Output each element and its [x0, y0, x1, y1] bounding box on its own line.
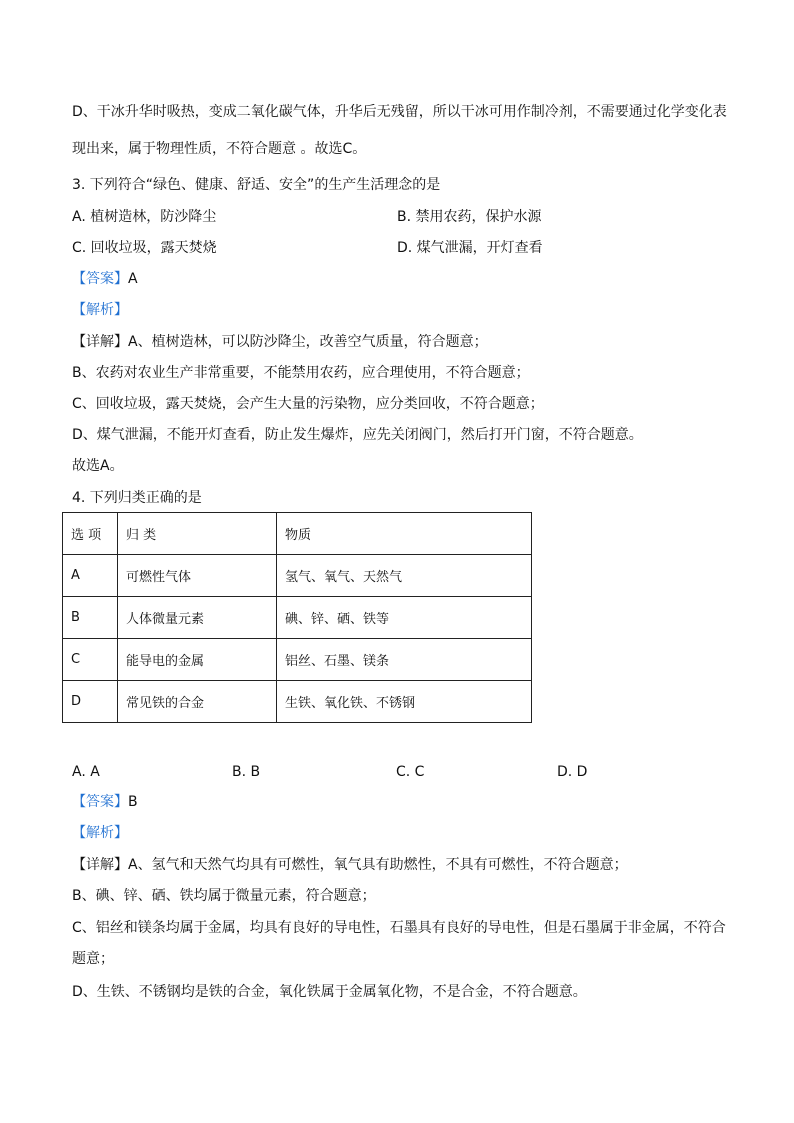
q4-answer-label: 【答案】 — [72, 794, 128, 810]
table-row — [63, 681, 532, 723]
q3-detail-a — [72, 333, 488, 351]
q3-option-d: D. 煤气泄漏，开灯查看 — [397, 240, 543, 256]
q4-option-d: D. D — [557, 764, 588, 780]
q4-analysis-label — [72, 824, 128, 842]
table-cell: 氢气、氧气、天然气 — [277, 555, 532, 597]
q3-answer-label: 【答案】 — [72, 271, 128, 287]
q4-detail-a — [72, 856, 628, 874]
table-cell: 铝丝、石墨、镁条 — [277, 639, 532, 681]
table-header-cell: 选 项 — [63, 513, 118, 555]
table-row — [63, 639, 532, 681]
q4-detail-c-line-1: C、铝丝和镁条均属于金属，均具有良好的导电性，石墨具有良好的导电性，但是石墨属于非金属，不符合 — [72, 920, 726, 936]
table-row — [63, 555, 532, 597]
q4-detail-c-line-2: 题意； — [72, 951, 114, 967]
q3-answer — [72, 270, 138, 288]
table-row — [63, 597, 532, 639]
q3-detail-label: 【详解】 — [72, 334, 128, 350]
q4-detail-a-text: A、氢气和天然气均具有可燃性，氧气具有助燃性，不具有可燃性，不符合题意； — [128, 857, 628, 873]
table-header-cell: 归 类 — [118, 513, 277, 555]
table-cell: 碘、锌、硒、铁等 — [277, 597, 532, 639]
q3-answer-value: A — [128, 271, 138, 287]
table-cell: 生铁、氧化铁、不锈钢 — [277, 681, 532, 723]
q3-option-c: C. 回收垃圾，露天焚烧 — [72, 240, 217, 256]
q4-answer-value: B — [128, 794, 138, 810]
table-cell: 常见铁的合金 — [118, 681, 277, 723]
q3-detail-b: B、农药对农业生产非常重要，不能禁用农药，应合理使用，不符合题意； — [72, 365, 530, 381]
table-cell: 人体微量元素 — [118, 597, 277, 639]
table-cell: C — [63, 639, 118, 681]
question-4-stem: 4. 下列归类正确的是 — [72, 490, 202, 506]
table-cell: 能导电的金属 — [118, 639, 277, 681]
table-cell: 可燃性气体 — [118, 555, 277, 597]
q3-detail-c: C、回收垃圾，露天焚烧，会产生大量的污染物，应分类回收，不符合题意； — [72, 396, 544, 412]
prev-answer-line-2: 现出来，属于物理性质，不符合题意 。故选C。 — [72, 141, 367, 157]
table-cell: A — [63, 555, 118, 597]
table-cell: B — [63, 597, 118, 639]
q3-option-a: A. 植树造林，防沙降尘 — [72, 209, 217, 225]
q4-analysis-text: 【解析】 — [72, 825, 128, 841]
table-header-row — [63, 513, 532, 555]
q4-detail-d: D、生铁、不锈钢均是铁的合金，氧化铁属于金属氧化物，不是合金，不符合题意。 — [72, 984, 587, 1000]
q3-detail-d: D、煤气泄漏，不能开灯查看，防止发生爆炸，应先关闭阀门，然后打开门窗，不符合题意。 — [72, 427, 643, 443]
table-cell: D — [63, 681, 118, 723]
q4-answer — [72, 793, 138, 811]
q3-option-b: B. 禁用农药，保护水源 — [397, 209, 542, 225]
q4-detail-label: 【详解】 — [72, 857, 128, 873]
q4-option-b: B. B — [232, 764, 261, 780]
q4-option-c: C. C — [396, 764, 425, 780]
q3-conclusion: 故选A。 — [72, 458, 124, 474]
q3-detail-a-text: A、植树造林，可以防沙降尘，改善空气质量，符合题意； — [128, 334, 488, 350]
q3-analysis-label — [72, 301, 128, 319]
q4-option-a: A. A — [72, 764, 100, 780]
classification-table — [62, 512, 532, 723]
question-3-stem: 3. 下列符合“绿色、健康、舒适、安全”的生产生活理念的是 — [72, 177, 441, 193]
prev-answer-line-1: D、干冰升华时吸热，变成二氧化碳气体，升华后无残留，所以干冰可用作制冷剂，不需要通过化学变化表 — [72, 104, 727, 120]
q4-detail-b: B、碘、锌、硒、铁均属于微量元素，符合题意； — [72, 888, 376, 904]
q3-analysis-text: 【解析】 — [72, 302, 128, 318]
table-header-cell: 物质 — [277, 513, 532, 555]
